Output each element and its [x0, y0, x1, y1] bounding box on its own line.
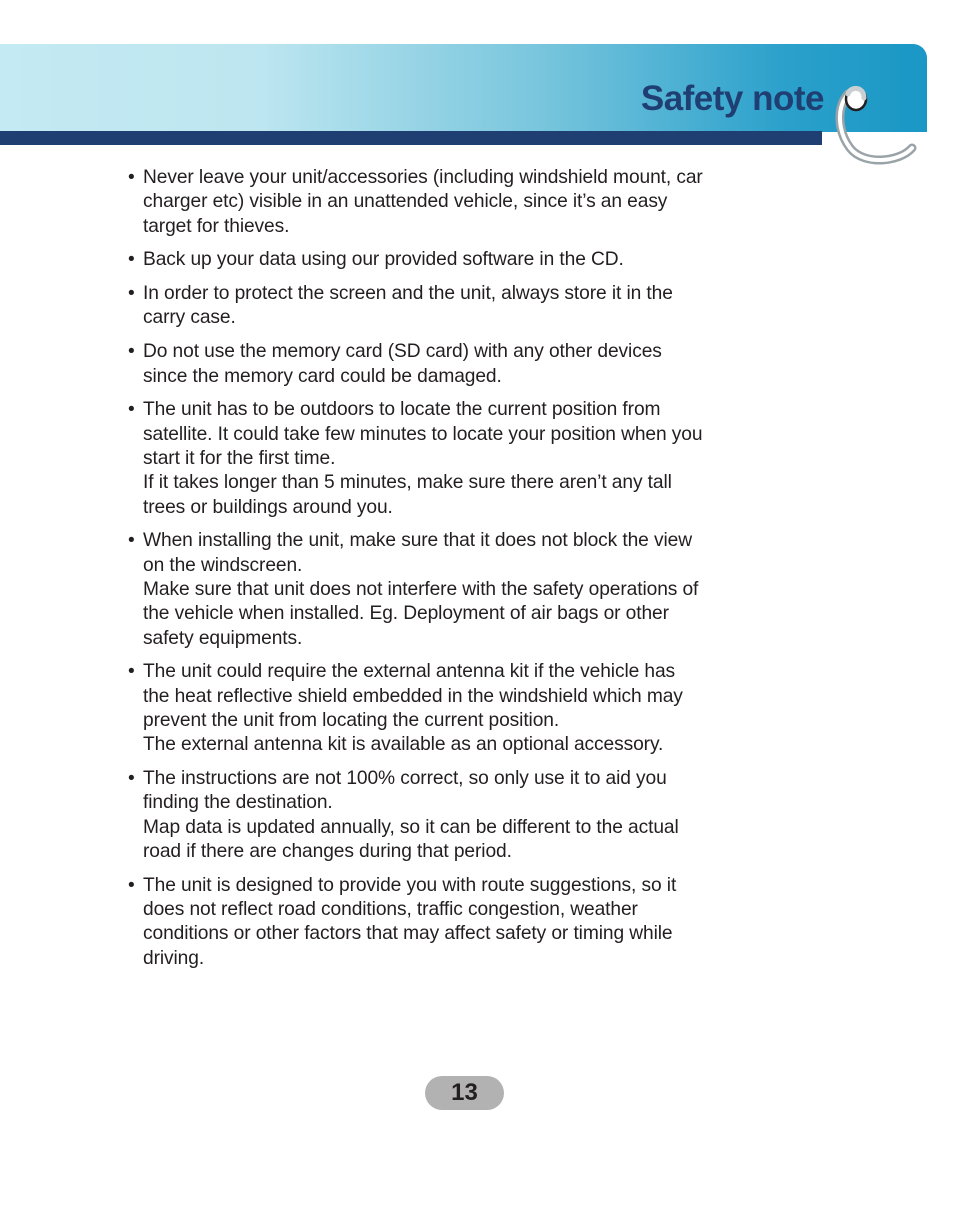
binder-ring-icon: [830, 78, 920, 168]
list-item-text: Do not use the memory card (SD card) with any other devices since the memory card could be damaged.: [143, 341, 662, 387]
list-item-text: The instructions are not 100% correct, so only use it to aid you finding the destination.: [143, 768, 667, 814]
list-item-text: Make sure that unit does not interfere with the safety operations of the vehicle when installed. Eg. Deployment of air bags or other safety equipments.: [143, 578, 699, 649]
bullet-icon: •: [128, 399, 135, 421]
list-item-text: Back up your data using our provided software in the CD.: [143, 249, 624, 271]
list-item-text: Map data is updated annually, so it can be different to the actual road if there are changes during that period.: [143, 816, 679, 862]
list-item-text: If it takes longer than 5 minutes, make sure there aren’t any tall trees or buildings around you.: [143, 472, 672, 518]
list-item: [128, 282, 758, 331]
list-item: [128, 660, 758, 757]
list-item-text: The unit is designed to provide you with route suggestions, so it does not reflect road conditions, traffic congestion, weather conditions or other factors that may affect safety or timing while driving.: [143, 874, 677, 969]
list-item-text: When installing the unit, make sure that it does not block the view on the windscreen.: [143, 530, 692, 576]
bullet-icon: •: [128, 874, 135, 896]
list-item: [128, 767, 758, 864]
list-item: [128, 166, 758, 239]
bullet-icon: •: [128, 661, 135, 683]
list-item: [128, 248, 758, 272]
bullet-icon: •: [128, 167, 135, 188]
bullet-icon: •: [128, 341, 135, 363]
safety-notes-list: [128, 166, 758, 980]
list-item-text: The unit could require the external antenna kit if the vehicle has the heat reflective shield embedded in the windshield which may prevent the unit from locating the current position.: [143, 661, 683, 731]
list-item-text: The unit has to be outdoors to locate the current position from satellite. It could take few minutes to locate your position when you start it for the first time.: [143, 399, 703, 469]
bullet-icon: •: [128, 530, 135, 552]
bullet-icon: •: [128, 249, 135, 271]
list-item: [128, 340, 758, 389]
list-item-text: The external antenna kit is available as an optional accessory.: [143, 734, 664, 756]
list-item-text: In order to protect the screen and the unit, always store it in the carry case.: [143, 283, 673, 329]
bullet-icon: •: [128, 283, 135, 305]
list-item: [128, 398, 758, 519]
bullet-icon: •: [128, 768, 135, 790]
list-item: [128, 874, 758, 971]
list-item: [128, 529, 758, 650]
page-title: Safety note: [640, 79, 824, 118]
header-underline-bar: [0, 131, 822, 145]
list-item-text: Never leave your unit/accessories (including windshield mount, car charger etc) visible in an unattended vehicle, since it’s an easy target for thieves.: [143, 167, 703, 237]
page-number-badge: 13: [425, 1076, 504, 1110]
